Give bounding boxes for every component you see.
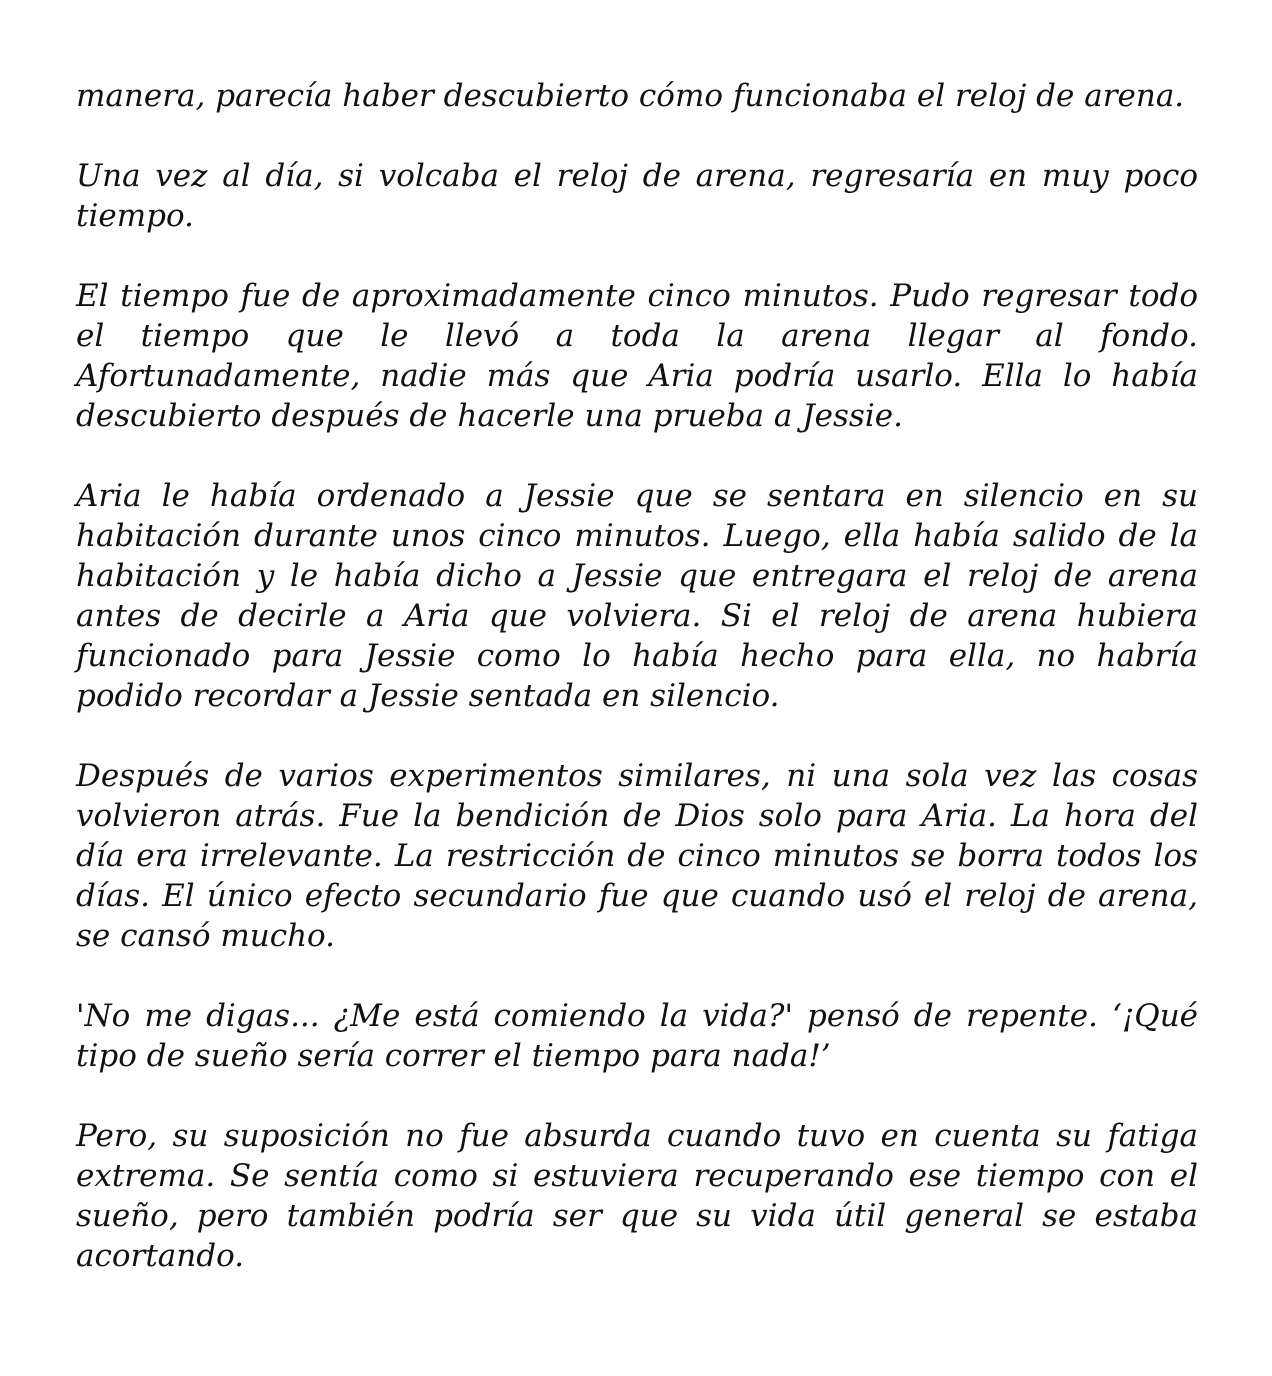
paragraph: Después de varios experimentos similares, ni una sola vez las cosas volvieron atrás. Fue la bendición de Dios solo para Aria. La hora del día era irrelevante. La restricción de cinco minutos se borra todos los días. El único efecto secundario fue que cuando usó el reloj de arena, se cansó mucho. — [76, 758, 1198, 954]
paragraph: manera, parecía haber descubierto cómo funcionaba el reloj de arena. — [76, 78, 1185, 114]
paragraph: El tiempo fue de aproximadamente cinco minutos. Pudo regresar todo el tiempo que le llevó a toda la arena llegar al fondo. Afortunadamente, nadie más que Aria podría usarlo. Ella lo había descubierto después de hacerle una prueba a Jessie. — [76, 278, 1198, 434]
paragraph: Aria le había ordenado a Jessie que se sentara en silencio en su habitación durante unos cinco minutos. Luego, ella había salido de la habitación y le había dicho a Jessie que entregara el reloj de arena antes de decirle a Aria que volviera. Si el reloj de arena hubiera funcionado para Jessie como lo había hecho para ella, no habría podido recordar a Jessie sentada en silencio. — [76, 478, 1198, 714]
paragraph: Una vez al día, si volcaba el reloj de arena, regresaría en muy poco tiempo. — [76, 158, 1198, 234]
document-page — [76, 76, 1198, 1276]
paragraph: 'No me digas... ¿Me está comiendo la vida?' pensó de repente. ‘¡Qué tipo de sueño sería correr el tiempo para nada!’ — [76, 998, 1198, 1074]
paragraph: Pero, su suposición no fue absurda cuando tuvo en cuenta su fatiga extrema. Se sentía como si estuviera recuperando ese tiempo con el sueño, pero también podría ser que su vida útil general se estaba acortando. — [76, 1118, 1198, 1274]
